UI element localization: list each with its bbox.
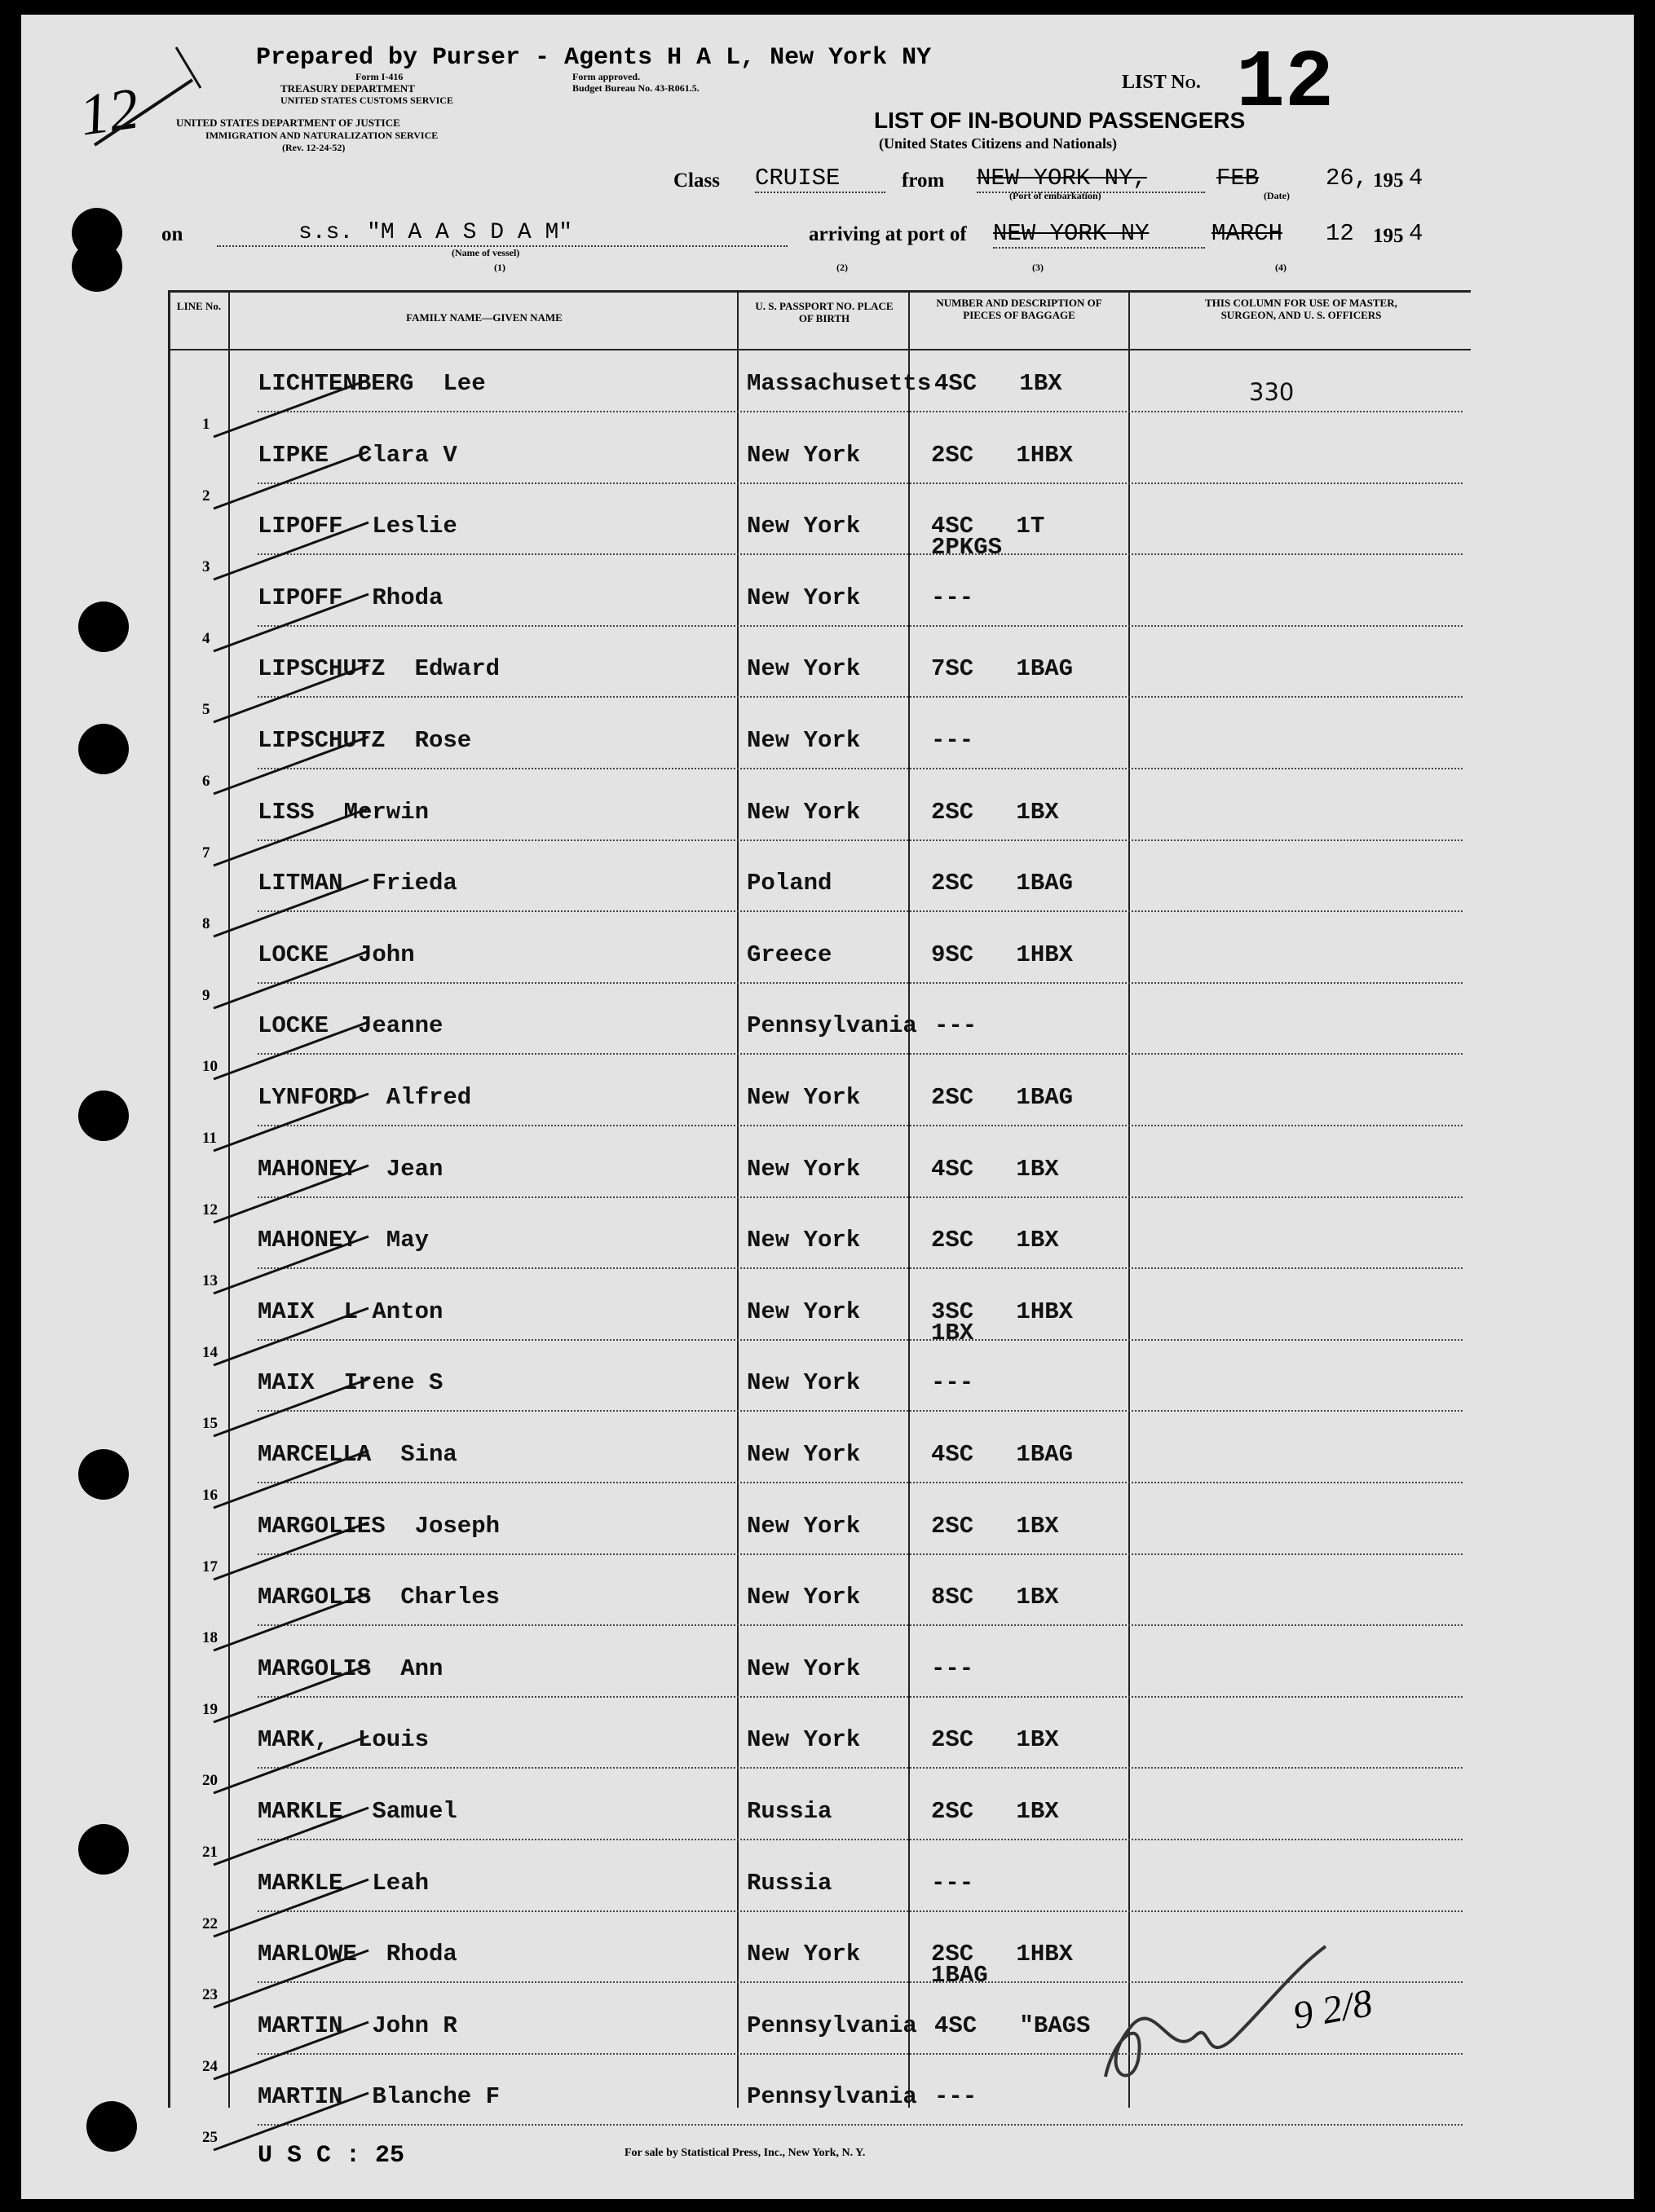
line-number: 8 [202, 915, 210, 932]
line-number: 24 [202, 2058, 218, 2075]
col-line-no: LINE No. [176, 300, 222, 312]
row-rule [258, 2124, 1463, 2126]
given-name: Rhoda [386, 1941, 457, 1967]
table-row [21, 584, 1634, 656]
list-title: LIST OF IN-BOUND PASSENGERS [874, 108, 1246, 133]
baggage-line-1: 2SC 1HBX [931, 442, 1074, 469]
row-rule [258, 1696, 1463, 1698]
row-rule [258, 1553, 1463, 1555]
family-name: MAIX [258, 1298, 315, 1325]
table-row [21, 2012, 1634, 2084]
place-of-birth: New York [747, 1084, 861, 1111]
place-of-birth: New York [747, 1513, 861, 1540]
row-rule [258, 1196, 1463, 1198]
line-number: 10 [202, 1058, 218, 1075]
place-of-birth: New York [747, 1227, 861, 1254]
line-number: 6 [202, 773, 210, 790]
given-name: Sina [400, 1441, 457, 1468]
check-mark [205, 370, 401, 443]
baggage-line-1: --- [934, 1012, 978, 1039]
table-row [21, 1298, 1634, 1370]
row-rule [258, 1410, 1463, 1412]
family-name: LIPKE [258, 442, 329, 469]
place-of-birth: New York [747, 442, 861, 469]
family-name: LISS [258, 799, 315, 826]
check-mark [205, 799, 401, 872]
baggage-line-1: --- [931, 1655, 974, 1682]
table-row [21, 1227, 1634, 1298]
table-row [21, 513, 1634, 584]
budget-bureau: Budget Bureau No. 43-R061.5. [572, 82, 700, 94]
given-name: Irene S [343, 1369, 444, 1396]
list-no-value: 12 [1236, 38, 1335, 130]
line-number: 14 [202, 1344, 218, 1361]
place-of-birth: New York [747, 1156, 861, 1183]
given-name: Jean [386, 1156, 444, 1183]
baggage-line-1: 2SC 1BAG [931, 1084, 1074, 1111]
family-name: MARGOLIES [258, 1513, 386, 1540]
place-of-birth: Pennsylvania [747, 1012, 917, 1039]
embark-year-suffix: 4 [1409, 165, 1423, 192]
row-rule [258, 411, 1463, 412]
family-name: MARGOLIS [258, 1584, 372, 1611]
given-name: John [358, 941, 415, 968]
table-row [21, 1369, 1634, 1441]
family-name: MAHONEY [258, 1156, 357, 1183]
check-mark [205, 2012, 401, 2086]
row-rule [258, 910, 1463, 912]
embark-month: FEB [1216, 165, 1260, 192]
table-row [21, 1156, 1634, 1227]
check-mark [205, 727, 401, 800]
baggage-line-1: 8SC 1BX [931, 1584, 1059, 1611]
table-row [21, 727, 1634, 799]
check-mark [205, 584, 401, 658]
place-of-birth: Poland [747, 870, 832, 897]
check-mark [205, 870, 401, 943]
col-passport: U. S. PASSPORT NO. PLACE OF BIRTH [755, 300, 894, 324]
line-number: 9 [202, 987, 210, 1004]
place-of-birth: New York [747, 799, 861, 826]
place-of-birth: New York [747, 1584, 861, 1611]
line-number: 25 [202, 2129, 218, 2146]
line-number: 20 [202, 1772, 218, 1789]
check-mark [205, 1156, 401, 1229]
line-number: 13 [202, 1272, 218, 1289]
family-name: MAIX [258, 1369, 315, 1396]
check-mark [205, 1655, 401, 1729]
given-name: Alfred [386, 1084, 472, 1111]
list-subtitle: (United States Citizens and Nationals) [879, 135, 1118, 152]
family-name: LIPOFF [258, 513, 343, 540]
embark-day: 26, [1326, 165, 1369, 192]
family-name: LOCKE [258, 941, 329, 968]
baggage-line-2: 2PKGS [931, 534, 1003, 561]
table-row [21, 1012, 1634, 1084]
check-mark [205, 941, 401, 1015]
immigration-service: IMMIGRATION AND NATURALIZATION SERVICE [205, 130, 439, 141]
table-row [21, 1655, 1634, 1727]
family-name: MARK, [258, 1726, 329, 1753]
baggage-line-1: 2SC 1BX [931, 1798, 1059, 1825]
baggage-line-1: 4SC 1T [931, 513, 1045, 540]
baggage-line-1: --- [931, 1870, 974, 1897]
line-number: 2 [202, 487, 210, 505]
baggage-line-1: 2SC 1BX [931, 1227, 1059, 1254]
family-name: MARKLE [258, 1798, 343, 1825]
baggage-line-1: 4SC 1BAG [931, 1441, 1074, 1468]
check-mark [205, 1084, 401, 1157]
table-row [21, 1941, 1634, 2012]
arrival-year: 195 [1373, 225, 1404, 247]
baggage-line-2: 1BAG [931, 1962, 988, 1989]
row-rule [258, 839, 1463, 841]
margin-handwritten-mark: 12 [75, 75, 143, 148]
family-name: MARGOLIS [258, 1655, 372, 1682]
given-name: Jeanne [358, 1012, 444, 1039]
table-row [21, 370, 1634, 442]
check-mark [205, 1012, 401, 1086]
family-name: LIPSCHUTZ [258, 655, 386, 682]
table-row [21, 1798, 1634, 1870]
line-number: 21 [202, 1844, 218, 1861]
row-rule [258, 1910, 1463, 1912]
baggage-line-1: 4SC "BAGS [934, 2012, 1091, 2039]
date-caption: (Date) [1264, 190, 1290, 201]
check-mark [205, 1369, 401, 1443]
given-name: Blanche F [372, 2083, 501, 2110]
arrival-month: MARCH [1211, 220, 1283, 247]
officer-note: 330 [1249, 378, 1295, 406]
table-row [21, 1441, 1634, 1513]
baggage-line-1: --- [931, 1369, 974, 1396]
family-name: LICHTENBERG [258, 370, 414, 397]
check-mark [205, 1584, 401, 1657]
table-row [21, 799, 1634, 870]
given-name: May [386, 1227, 430, 1254]
line-number: 22 [202, 1915, 218, 1932]
baggage-line-1: 2SC 1BX [931, 799, 1059, 826]
form-number: Form I-416 [355, 71, 404, 82]
row-rule [258, 1339, 1463, 1341]
table-top-border [168, 290, 1471, 293]
family-name: MAHONEY [258, 1227, 357, 1254]
baggage-line-1: --- [934, 2083, 978, 2110]
arrival-year-suffix: 4 [1409, 220, 1423, 247]
class-label: Class [673, 170, 720, 192]
place-of-birth: Russia [747, 1870, 832, 1897]
table-row [21, 1584, 1634, 1655]
baggage-line-2: 1BX [931, 1320, 974, 1346]
given-name: L Anton [343, 1298, 444, 1325]
row-rule [258, 1767, 1463, 1769]
col-baggage: NUMBER AND DESCRIPTION OF PIECES OF BAGGAGE [936, 297, 1102, 321]
row-rule [258, 1267, 1463, 1269]
vessel-name: s.s. "M A A S D A M" [217, 220, 788, 247]
revision: (Rev. 12-24-52) [282, 142, 346, 153]
given-name: John R [372, 2012, 457, 2039]
baggage-line-1: 4SC 1BX [931, 1156, 1059, 1183]
class-value: CRUISE [755, 165, 885, 193]
family-name: LIPOFF [258, 584, 343, 611]
baggage-line-1: --- [931, 727, 974, 754]
family-name: MARTIN [258, 2012, 343, 2039]
row-rule [258, 768, 1463, 769]
embark-year: 195 [1373, 170, 1404, 192]
check-mark [205, 1941, 401, 2014]
customs-service: UNITED STATES CUSTOMS SERVICE [280, 95, 453, 106]
usc-footer: U S C : 25 [258, 2142, 405, 2170]
line-number: 7 [202, 844, 210, 861]
place-of-birth: New York [747, 1298, 861, 1325]
line-number: 5 [202, 701, 210, 718]
place-of-birth: New York [747, 1726, 861, 1753]
place-of-birth: Pennsylvania [747, 2083, 917, 2110]
table-row [21, 1726, 1634, 1798]
baggage-line-1: 2SC 1HBX [931, 1941, 1074, 1967]
row-rule [258, 982, 1463, 984]
place-of-birth: Massachusetts [747, 370, 932, 397]
given-name: Frieda [372, 870, 457, 897]
line-number: 15 [202, 1415, 218, 1432]
row-rule [258, 482, 1463, 484]
place-of-birth: Russia [747, 1798, 832, 1825]
place-of-birth: New York [747, 727, 861, 754]
given-name: Merwin [343, 799, 430, 826]
line-number: 23 [202, 1986, 218, 2003]
check-mark [205, 1298, 401, 1372]
given-name: Louis [358, 1726, 430, 1753]
arrival-day: 12 [1326, 220, 1354, 247]
col-marker-1: (1) [494, 262, 505, 273]
col-marker-2: (2) [836, 262, 848, 273]
punch-hole [72, 241, 122, 292]
table-row [21, 941, 1634, 1013]
row-rule [258, 1482, 1463, 1483]
col-marker-4: (4) [1275, 262, 1286, 273]
given-name: Leslie [372, 513, 457, 540]
given-name: Charles [400, 1584, 501, 1611]
given-name: Ann [400, 1655, 444, 1682]
place-of-birth: New York [747, 1369, 861, 1396]
place-of-birth: Greece [747, 941, 832, 968]
baggage-line-1: 3SC 1HBX [931, 1298, 1074, 1325]
baggage-line-1: 2SC 1BX [931, 1513, 1059, 1540]
given-name: Rhoda [372, 584, 444, 611]
check-mark [205, 1798, 401, 1871]
check-mark [205, 1441, 401, 1514]
col-marker-3: (3) [1032, 262, 1044, 273]
family-name: LIPSCHUTZ [258, 727, 386, 754]
line-number: 12 [202, 1201, 218, 1218]
col-officers: THIS COLUMN FOR USE OF MASTER, SURGEON, AND U. S. OFFICERS [1205, 297, 1397, 321]
baggage-line-1: 4SC 1BX [934, 370, 1062, 397]
family-name: LOCKE [258, 1012, 329, 1039]
officer-initials-text: 9 2/8 [1290, 1981, 1376, 2038]
given-name: Edward [414, 655, 501, 682]
given-name: Rose [414, 727, 472, 754]
arriving-label: arriving at port of [809, 223, 967, 245]
line-number: 19 [202, 1701, 218, 1718]
baggage-line-1: --- [931, 584, 974, 611]
line-number: 4 [202, 630, 210, 647]
family-name: MARTIN [258, 2083, 343, 2110]
baggage-line-1: 2SC 1BX [931, 1726, 1059, 1753]
place-of-birth: New York [747, 1655, 861, 1682]
form-page [21, 15, 1634, 2199]
line-number: 1 [202, 416, 210, 433]
family-name: MARKLE [258, 1870, 343, 1897]
given-name: Joseph [414, 1513, 501, 1540]
baggage-line-1: 2SC 1BAG [931, 870, 1074, 897]
row-rule [258, 625, 1463, 627]
col-family-name: FAMILY NAME—GIVEN NAME [406, 311, 563, 324]
given-name: Leah [372, 1870, 430, 1897]
prepared-by: Prepared by Purser - Agents H A L, New York NY [256, 44, 932, 72]
row-rule [258, 1125, 1463, 1126]
place-of-birth: New York [747, 1941, 861, 1967]
check-mark [205, 1513, 401, 1586]
port-embark-caption: (Port of embarkation) [1009, 190, 1101, 201]
treasury-dept: TREASURY DEPARTMENT [280, 82, 415, 95]
table-row [21, 870, 1634, 941]
place-of-birth: New York [747, 513, 861, 540]
arrival-port: NEW YORK NY [993, 220, 1205, 249]
margin-check-stroke [75, 31, 209, 161]
place-of-birth: New York [747, 1441, 861, 1468]
family-name: LITMAN [258, 870, 343, 897]
line-number: 11 [202, 1130, 217, 1147]
place-of-birth: New York [747, 655, 861, 682]
family-name: MARLOWE [258, 1941, 357, 1967]
baggage-line-1: 7SC 1BAG [931, 655, 1074, 682]
family-name: LYNFORD [258, 1084, 357, 1111]
line-number: 18 [202, 1629, 218, 1646]
table-row [21, 442, 1634, 513]
table-row [21, 1084, 1634, 1156]
from-label: from [902, 170, 945, 192]
row-rule [258, 553, 1463, 555]
line-number: 16 [202, 1487, 218, 1504]
justice-dept: UNITED STATES DEPARTMENT OF JUSTICE [176, 117, 400, 129]
list-no-label: LIST No. [1122, 72, 1201, 93]
table-row [21, 1870, 1634, 1941]
line-number: 3 [202, 558, 210, 575]
family-name: MARCELLA [258, 1441, 372, 1468]
given-name: Lee [443, 370, 486, 397]
row-rule [258, 1053, 1463, 1055]
line-number: 17 [202, 1558, 218, 1575]
check-mark [205, 1227, 401, 1300]
on-label: on [161, 223, 183, 245]
table-row [21, 1513, 1634, 1584]
baggage-line-1: 9SC 1HBX [931, 941, 1074, 968]
given-name: Samuel [372, 1798, 457, 1825]
vessel-caption: (Name of vessel) [452, 247, 520, 258]
row-rule [258, 696, 1463, 698]
printer-note: For sale by Statistical Press, Inc., New York, N. Y. [624, 2147, 866, 2159]
check-mark [205, 1870, 401, 1943]
check-mark [205, 655, 401, 729]
row-rule [258, 1839, 1463, 1840]
form-approved: Form approved. [572, 71, 641, 82]
place-of-birth: Pennsylvania [747, 2012, 917, 2039]
given-name: Clara V [358, 442, 457, 469]
table-header-bottom [168, 349, 1471, 350]
table-row [21, 655, 1634, 727]
row-rule [258, 1624, 1463, 1626]
check-mark [205, 513, 401, 586]
check-mark [205, 442, 401, 515]
embarkation-port: NEW YORK NY, [977, 165, 1205, 193]
place-of-birth: New York [747, 584, 861, 611]
check-mark [205, 1726, 401, 1800]
